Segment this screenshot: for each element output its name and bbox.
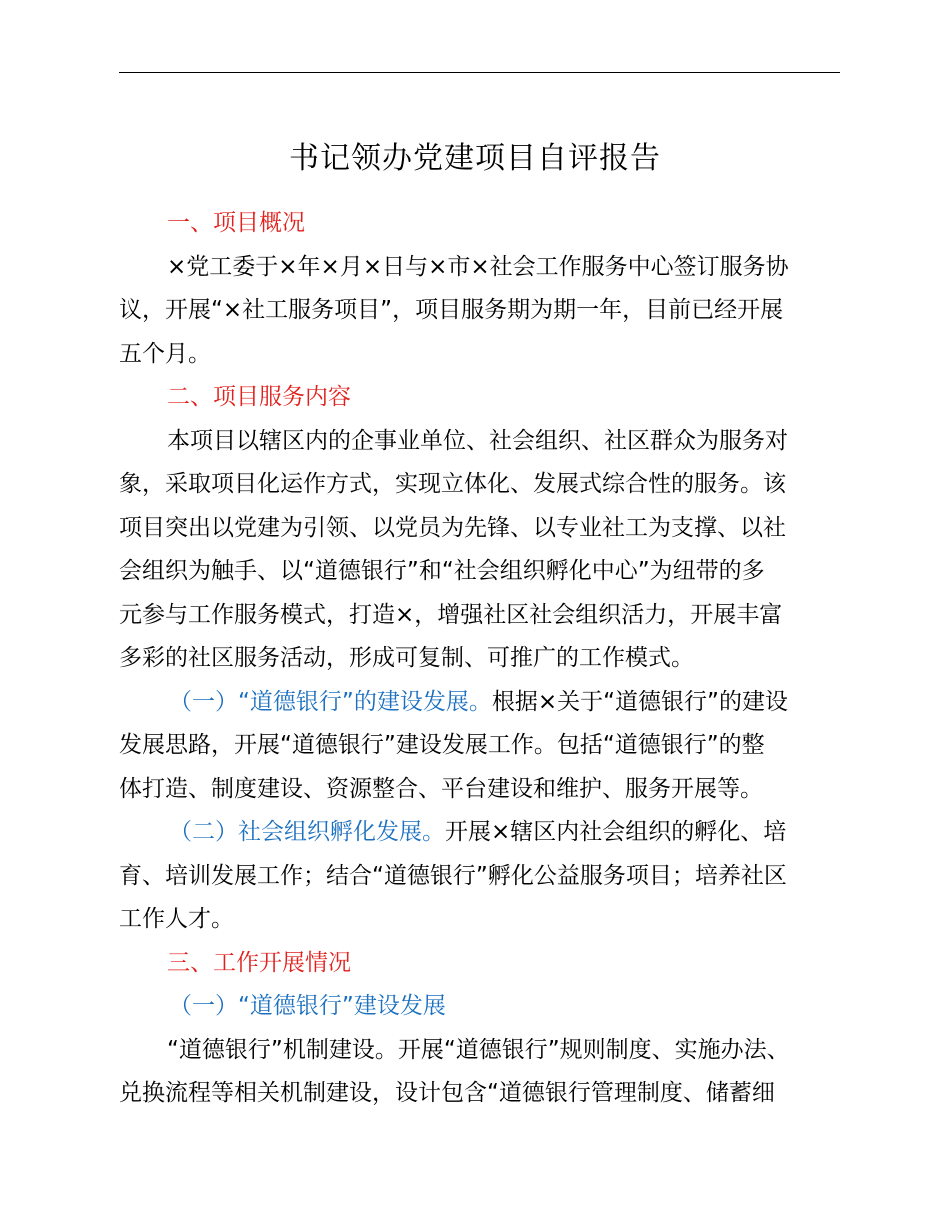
paragraph-line: 议，开展“×社工服务项目”，项目服务期为期一年，目前已经开展 [119, 297, 784, 323]
paragraph-line [119, 811, 842, 855]
paragraph-text: 根据×关于“道德银行”的建设 [491, 688, 788, 715]
section-heading-work-progress: 三、工作开展情况 [167, 949, 351, 976]
paragraph-line: 育、培训发展工作；结合“道德银行”孵化公益服务项目；培养社区 [119, 862, 787, 889]
paragraph-line: 工作人才。 [119, 906, 234, 932]
paragraph-line: 会组织为触手、以“道德银行”和“社会组织孵化中心”为纽带的多 [119, 558, 765, 584]
paragraph-line: 本项目以辖区内的企事业单位、社会组织、社区群众为服务对 [167, 427, 788, 454]
subsection-heading-moral-bank-progress: （一）“道德银行”建设发展 [169, 993, 446, 1019]
header-rule [119, 72, 840, 73]
subsection-heading-moral-bank: （一）“道德银行”的建设发展。 [169, 688, 492, 715]
document-title: 书记领办党建项目自评报告 [289, 141, 661, 176]
paragraph-line: ×党工委于×年×月×日与×市×社会工作服务中心签订服务协 [167, 253, 789, 280]
paragraph-line: 发展思路，开展“道德银行”建设发展工作。包括“道德银行”的整 [119, 732, 765, 758]
subsection-heading-incubation: （二）社会组织孵化发展。 [169, 819, 445, 845]
paragraph-line [119, 681, 842, 725]
paragraph-line: 五个月。 [119, 340, 211, 367]
paragraph-line: 元参与工作服务模式，打造×，增强社区社会组织活力，开展丰富 [119, 601, 783, 628]
section-heading-service-content: 二、项目服务内容 [167, 384, 351, 410]
paragraph-line: 多彩的社区服务活动，形成可复制、可推广的工作模式。 [119, 645, 694, 671]
paragraph-line: 体打造、制度建设、资源整合、平台建设和维护、服务开展等。 [119, 775, 763, 802]
paragraph-text: 开展×辖区内社会组织的孵化、培 [445, 819, 787, 845]
document-body [119, 202, 842, 1116]
section-heading-overview: 一、项目概况 [167, 210, 305, 236]
paragraph-line: “道德银行”机制建设。开展“道德银行”规则制度、实施办法、 [167, 1036, 790, 1063]
paragraph-line: 项目突出以党建为引领、以党员为先锋、以专业社工为支撑、以社 [119, 514, 786, 541]
paragraph-line: 象，采取项目化运作方式，实现立体化、发展式综合性的服务。该 [119, 471, 786, 497]
paragraph-line: 兑换流程等相关机制建设，设计包含“道德银行管理制度、储蓄细 [119, 1080, 775, 1106]
